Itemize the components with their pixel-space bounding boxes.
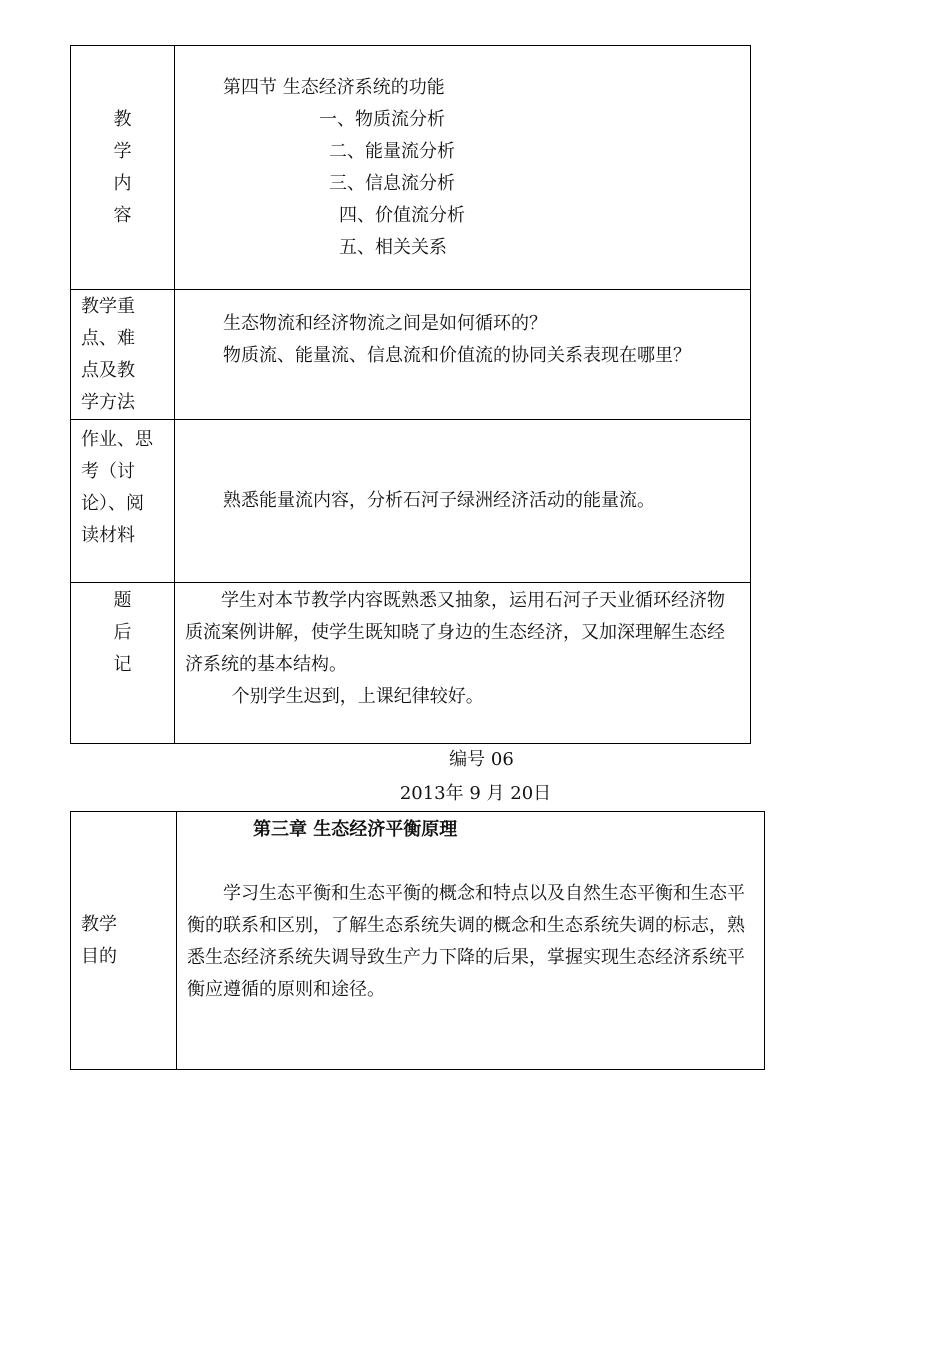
content-teaching-content: [175, 46, 751, 290]
content-item: 二、能量流分析: [329, 140, 455, 162]
row-teaching-content: [71, 46, 751, 290]
label-post-class-notes: 题 后 记: [71, 583, 175, 744]
content-post-class-notes: [175, 583, 751, 744]
objectives-text: 学习生态平衡和生态平衡的概念和特点以及自然生态平衡和生态平衡的联系和区别，了解生态系统失调的概念和生态系统失调的标志，熟悉生态经济系统失调导致生产力下降的后果，掌握实现生态经济系统平衡应遵循的原则和途径。: [187, 883, 745, 1000]
row-post-class-notes: [71, 583, 751, 744]
label-key-points: 教学重 点、难 点及教 学方法: [71, 290, 175, 420]
content-homework: [175, 420, 751, 583]
content-item: 一、物质流分析: [319, 108, 445, 130]
label-homework: 作业、思 考（讨 论）、阅 读材料: [71, 420, 175, 583]
notes-paragraph: 学生对本节教学内容既熟悉又抽象，运用石河子天业循环经济物质流案例讲解，使学生既知晓了身边的生态经济，又加深理解生态经济系统的基本结构。: [185, 590, 725, 675]
label-teaching-objectives: 教学 目的: [71, 812, 177, 1070]
content-key-points: [175, 290, 751, 420]
record-date: 2013年 9 月 20日: [399, 783, 552, 804]
homework-text: 熟悉能量流内容，分析石河子绿洲经济活动的能量流。: [223, 490, 655, 511]
section-title: 第四节 生态经济系统的功能: [223, 76, 445, 98]
content-teaching-objectives: [177, 812, 765, 1070]
key-point-line: 物质流、能量流、信息流和价值流的协同关系表现在哪里？: [223, 345, 691, 366]
label-teaching-content: 教 学 内 容: [71, 46, 175, 290]
chapter-title: 第三章 生态经济平衡原理: [253, 819, 458, 840]
content-item: 五、相关关系: [339, 236, 447, 258]
key-point-line: 生态物流和经济物流之间是如何循环的？: [223, 313, 547, 334]
notes-paragraph: 个别学生迟到，上课纪律较好。: [231, 686, 484, 707]
lesson-table-1: [70, 45, 751, 744]
row-teaching-objectives: [71, 812, 765, 1070]
row-key-points: [71, 290, 751, 420]
record-number: 编号 06: [449, 749, 514, 770]
lesson-table-2: [70, 811, 765, 1070]
row-homework: [71, 420, 751, 583]
content-item: 四、价值流分析: [339, 204, 465, 226]
content-item: 三、信息流分析: [329, 172, 455, 194]
